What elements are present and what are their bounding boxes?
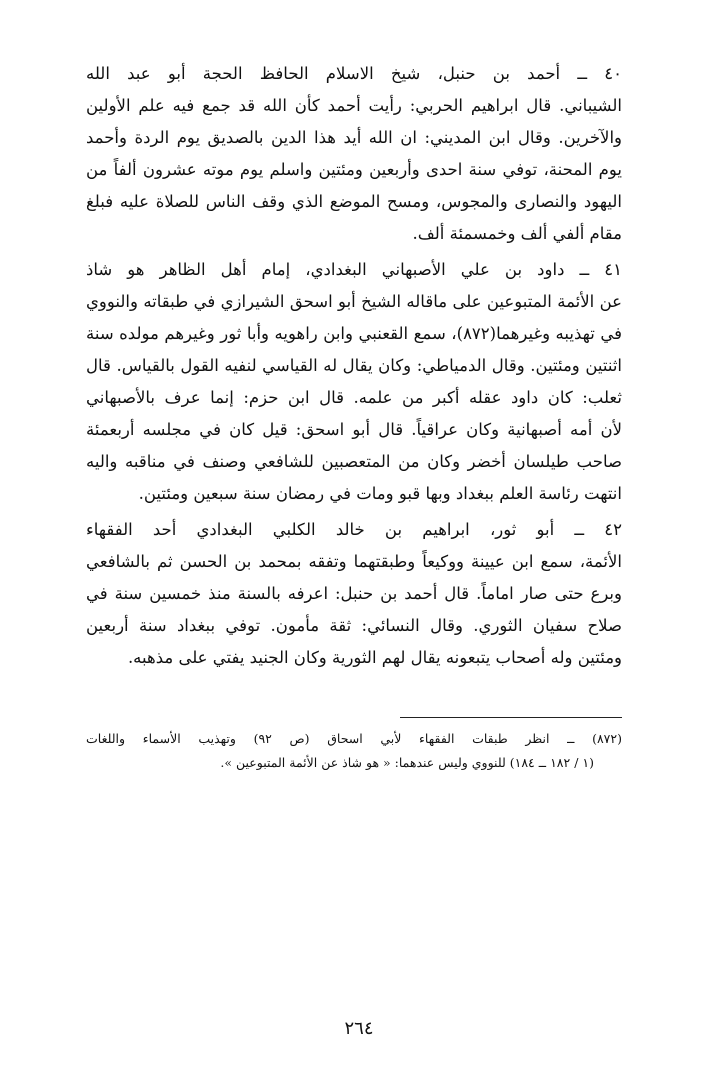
text-line: انتهت رئاسة العلم ببغداد وبها قبو ومات في رمضان سنة سبعين ومئتين.	[138, 484, 622, 503]
text-line: لأن أمه أصبهانية وكان عراقياً. قال أبو اسحق: قيل كان في مجلسه أربعمئة	[86, 420, 622, 439]
text-line: ومئتين وله أصحاب يتبعونه يقال لهم الثورية وكان الجنيد يفتي على مذهبه.	[127, 648, 622, 667]
text-line: مقام ألفي ألف وخمسمئة ألف.	[412, 224, 622, 243]
entry-42	[86, 514, 622, 674]
text-line: والآخرين. وقال ابن المديني: ان الله أيد هذا الدين بالصديق يوم الردة وأحمد	[86, 128, 622, 147]
text-line: صلاح سفيان الثوري. وقال النسائي: ثقة مأمون. توفي ببغداد سنة أربعين	[86, 616, 622, 635]
text-line: في تهذيبه وغيرهما(٨٧٢)، سمع القعنبي وابن راهويه وأبا ثور وغيرهم مولده سنة	[86, 324, 622, 343]
footnote-line: (١ / ١٨٢ ــ ١٨٤) للنووي وليس عندهما: « هو شاذ عن الأئمة المتبوعين ».	[220, 755, 594, 770]
footnote-line: (٨٧٢) ــ انظر طبقات الفقهاء لأبي اسحاق (ص ٩٢) وتهذيب الأسماء واللغات	[86, 731, 622, 746]
text-line: ٤٢ ــ أبو ثور، ابراهيم بن خالد الكلبي البغدادي أحد الفقهاء	[86, 520, 622, 539]
text-line: ٤٠ ــ أحمد بن حنبل، شيخ الاسلام الحافظ الحجة أبو عبد الله	[86, 64, 622, 83]
text-line: عن الأئمة المتبوعين على ماقاله الشيخ أبو اسحق الشيرازي في طبقاته والنووي	[86, 292, 622, 311]
footnote-divider	[400, 717, 622, 718]
entry-41	[86, 254, 622, 510]
text-line: الأئمة، سمع ابن عيينة ووكيعاً وطبقتهما وتفقه بمحمد بن الحسن ثم بالشافعي	[86, 552, 622, 571]
footnote	[86, 727, 622, 775]
text-line: صاحب طيلسان أخضر وكان من المتعصبين للشافعي وصنف في مناقبه واليه	[86, 452, 622, 471]
text-line: يوم المحنة، توفي سنة احدى وأربعين ومئتين واسلم يوم موته عشرون ألفاً من	[86, 160, 622, 179]
entry-40	[86, 58, 622, 250]
page-number: ٢٦٤	[344, 1018, 374, 1039]
text-line: ٤١ ــ داود بن علي الأصبهاني البغدادي، إمام أهل الظاهر هو شاذ	[86, 260, 622, 279]
text-line: الشيباني. قال ابراهيم الحربي: رأيت أحمد كأن الله قد جمع فيه علم الأولين	[86, 96, 622, 115]
text-line: ثعلب: كان داود عقله أكبر من علمه. قال ابن حزم: إنما عرف بالأصبهاني	[86, 388, 622, 407]
text-line: اليهود والنصارى والمجوس، ومسح الموضع الذي وقف الناس للصلاة عليه فبلغ	[86, 192, 622, 211]
text-line: وبرع حتى صار اماماً. قال أحمد بن حنبل: اعرفه بالسنة منذ خمسين سنة في	[86, 584, 622, 603]
main-text	[86, 58, 622, 678]
text-line: اثنتين ومئتين. وقال الدمياطي: وكان يقال له القياسي لنفيه القول بالقياس. قال	[86, 356, 622, 375]
